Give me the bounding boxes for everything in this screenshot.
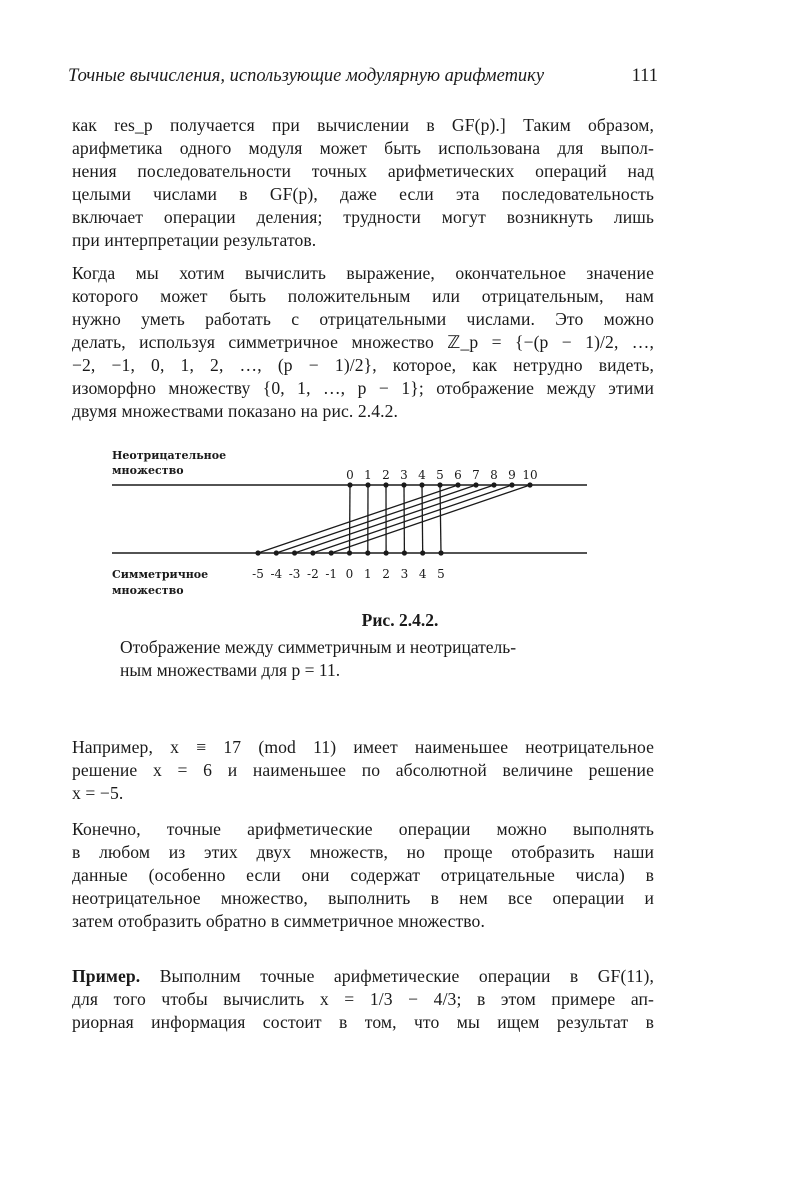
running-header xyxy=(68,66,658,94)
symmetric-point xyxy=(292,550,297,555)
mapping-line xyxy=(313,485,512,553)
page-number: 111 xyxy=(631,66,658,86)
text-line: при интерпретации результатов. xyxy=(72,230,317,250)
symmetric-number-label: 5 xyxy=(437,567,445,581)
text-line: Когда мы хотим вычислить выражение, окончательное значение xyxy=(72,263,654,283)
paragraph-3 xyxy=(72,736,654,805)
nonnegative-number-label: 2 xyxy=(382,468,390,482)
figure-2-4-2 xyxy=(100,440,620,605)
text-line: Например, x ≡ 17 (mod 11) имеет наименьшее неотрицательное xyxy=(72,737,654,757)
nonnegative-number-label: 9 xyxy=(508,468,516,482)
mapping-line xyxy=(276,485,476,553)
symmetric-number-label: 4 xyxy=(418,567,427,581)
nonnegative-number-label: 10 xyxy=(522,468,538,482)
text-line: x = −5. xyxy=(72,783,124,803)
mapping-line xyxy=(331,485,530,553)
mapping-line xyxy=(350,485,351,553)
nonnegative-point xyxy=(383,482,388,487)
nonnegative-number-label: 3 xyxy=(400,468,408,482)
symmetric-point xyxy=(255,550,260,555)
example-lead: Пример. xyxy=(72,966,141,986)
nonnegative-point xyxy=(527,482,532,487)
running-header-title: Точные вычисления, использующие модулярную арифметику xyxy=(68,66,545,86)
nonnegative-number-label: 7 xyxy=(472,468,480,482)
paragraph-2 xyxy=(72,262,654,423)
symmetric-point xyxy=(365,550,370,555)
text-line: в любом из этих двух множеств, но проще отобразить наши xyxy=(72,842,654,862)
paragraph-4 xyxy=(72,818,654,933)
text-line: Конечно, точные арифметические операции можно выполнять xyxy=(72,819,654,839)
mapping-line xyxy=(258,485,458,553)
nonnegative-point xyxy=(401,482,406,487)
figure-caption xyxy=(120,636,600,682)
symmetric-number-label: -5 xyxy=(252,567,264,581)
text-line: затем отобразить обратно в симметричное множество. xyxy=(72,911,485,931)
paragraph-1 xyxy=(72,114,654,252)
text-line: −2, −1, 0, 1, 2, …, (p − 1)/2}, которое, как нетрудно видеть, xyxy=(72,355,654,375)
symmetric-number-label: 2 xyxy=(382,567,390,581)
text-line: которого может быть положительным или отрицательным, нам xyxy=(72,286,654,306)
symmetric-number-label: 1 xyxy=(363,567,372,581)
mapping-diagram xyxy=(100,440,620,605)
text-line: данные (особенно если они содержат отрицательные числа) в xyxy=(72,865,654,885)
text-line: арифметика одного модуля может быть использована для выпол- xyxy=(72,138,654,158)
text-line: нужно уметь работать с отрицательными числами. Это можно xyxy=(72,309,654,329)
symmetric-number-label: -3 xyxy=(288,567,301,581)
nonnegative-number-label: 6 xyxy=(454,468,462,482)
symmetric-point xyxy=(347,550,352,555)
bottom-set-label-line1: Симметричное xyxy=(112,568,209,581)
nonnegative-point xyxy=(473,482,478,487)
paragraph-5-example xyxy=(72,965,654,1034)
symmetric-point xyxy=(310,550,315,555)
text-line: изоморфно множеству {0, 1, …, p − 1}; отображение между этими xyxy=(72,378,654,398)
bottom-set-label-line2: множество xyxy=(112,584,184,597)
mapping-line xyxy=(295,485,494,553)
symmetric-point xyxy=(384,550,389,555)
text-line: риорная информация состоит в том, что мы ищем результат в xyxy=(72,1012,654,1032)
example-line-rest: Выполним точные арифметические операции в GF(11), xyxy=(140,966,654,986)
text-line: делать, используя симметричное множество ℤ_p = {−(p − 1)/2, …, xyxy=(72,332,654,352)
nonnegative-point xyxy=(365,482,370,487)
symmetric-number-label: 3 xyxy=(400,567,409,581)
caption-line: Отображение между симметричным и неотрицатель- xyxy=(120,637,517,657)
text-line xyxy=(72,965,654,988)
caption-line: ным множествами для p = 11. xyxy=(120,660,341,680)
text-line: решение x = 6 и наименьшее по абсолютной величине решение xyxy=(72,760,654,780)
text-line: целыми числами в GF(p), даже если эта последовательность xyxy=(72,184,654,204)
nonnegative-number-label: 4 xyxy=(418,468,426,482)
nonnegative-point xyxy=(491,482,496,487)
nonnegative-number-label: 1 xyxy=(364,468,372,482)
symmetric-number-label: 0 xyxy=(345,567,354,581)
symmetric-number-label: -4 xyxy=(270,567,283,581)
top-set-label-line1: Неотрицательное xyxy=(112,449,227,462)
text-line: включает операции деления; трудности могут возникнуть лишь xyxy=(72,207,654,227)
text-line: двумя множествами показано на рис. 2.4.2. xyxy=(72,401,399,421)
text-line: как res_p получается при вычислении в GF(p).] Таким образом, xyxy=(72,115,654,135)
top-set-label-line2: множество xyxy=(112,464,184,477)
text-line: для того чтобы вычислить x = 1/3 − 4/3; в этом примере ап- xyxy=(72,989,654,1009)
nonnegative-number-label: 5 xyxy=(436,468,444,482)
nonnegative-point xyxy=(347,482,352,487)
nonnegative-point xyxy=(509,482,514,487)
symmetric-point xyxy=(329,550,334,555)
symmetric-point xyxy=(438,550,443,555)
text-line: неотрицательное множество, выполнить в нем все операции и xyxy=(72,888,654,908)
symmetric-number-label: -2 xyxy=(307,567,319,581)
symmetric-point xyxy=(402,550,407,555)
nonnegative-number-label: 0 xyxy=(346,468,354,482)
nonnegative-point xyxy=(419,482,424,487)
nonnegative-point xyxy=(437,482,442,487)
nonnegative-number-label: 8 xyxy=(490,468,498,482)
mapping-line xyxy=(422,485,423,553)
symmetric-point xyxy=(274,550,279,555)
figure-caption-title: Рис. 2.4.2. xyxy=(361,610,439,630)
mapping-line xyxy=(440,485,441,553)
symmetric-number-label: -1 xyxy=(325,567,338,581)
symmetric-point xyxy=(420,550,425,555)
nonnegative-numbers xyxy=(346,468,537,482)
mapping-lines xyxy=(258,485,530,553)
symmetric-numbers xyxy=(252,567,445,581)
nonnegative-point xyxy=(455,482,460,487)
text-line: нения последовательности точных арифметических операций над xyxy=(72,161,654,181)
